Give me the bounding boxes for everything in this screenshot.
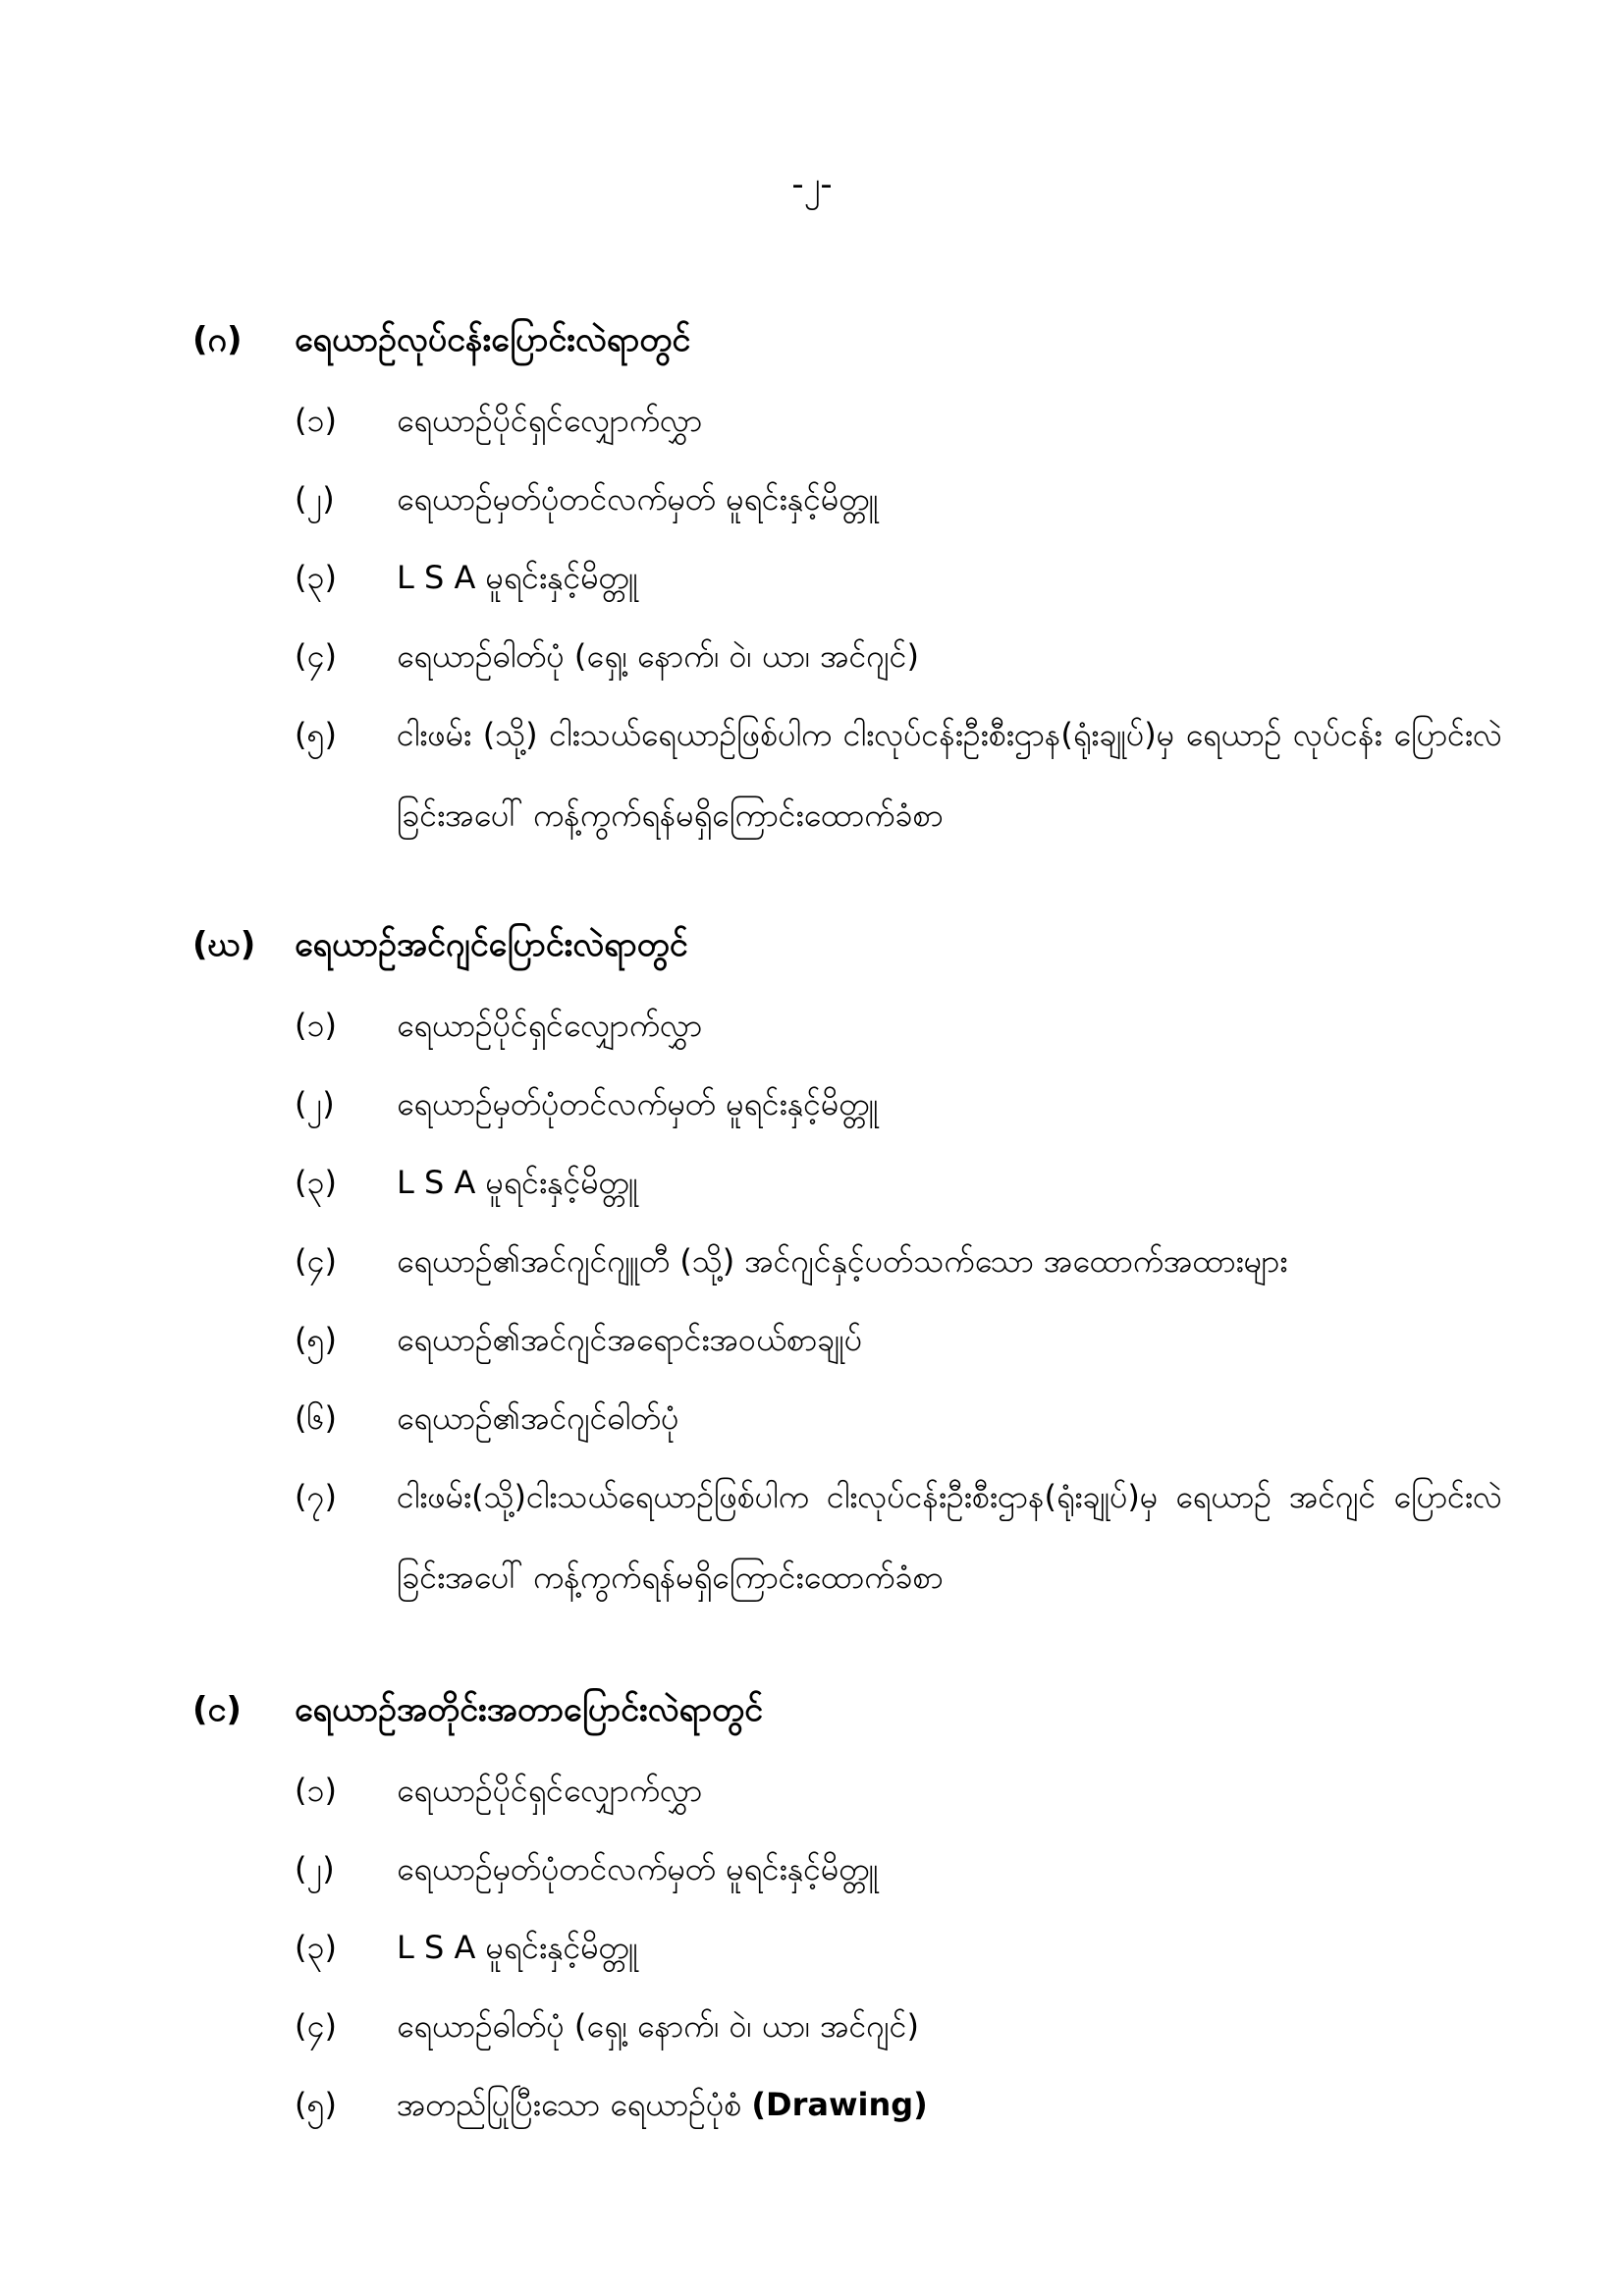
item-text: ရေယာဉ်ပိုင်ရှင်လျှောက်လွှာ	[397, 1772, 703, 1809]
item-number: (၆)	[295, 1399, 337, 1437]
item-text: ငါးဖမ်း(သို့)ငါးသယ်ရေယာဉ်ဖြစ်ပါက ငါးလုပ်ငန်းဦးစီးဌာန(ရုံးချုပ်)မှ ရေယာဉ် အင်ဂျင် ပြောင်းလဲခြင်းအပေါ် ကန့်ကွက်ရန်မရှိကြောင်းထောက်ခံစာ	[397, 1478, 1502, 1596]
section-title: ရေယာဉ်အင်ဂျင်ပြောင်းလဲရာတွင်	[295, 924, 688, 964]
section-marker: (ဃ)	[192, 924, 256, 964]
item-text: ငါးဖမ်း (သို့) ငါးသယ်ရေယာဉ်ဖြစ်ပါက ငါးလုပ်ငန်းဦးစီးဌာန(ရုံးချုပ်)မှ ရေယာဉ် လုပ်ငန်း ပြောင်းလဲခြင်းအပေါ် ကန့်ကွက်ရန်မရှိကြောင်းထောက်ခံစာ	[397, 716, 1502, 834]
item-text: ရေယာဉ်မှတ်ပုံတင်လက်မှတ် မူရင်းနှင့်မိတ္တူ	[397, 1850, 879, 1887]
item-text: ရေယာဉ်၏အင်ဂျင်ဂျူတီ (သို့) အင်ဂျင်နှင့်ပတ်သက်သော အထောက်အထားများ	[397, 1242, 1288, 1280]
section-heading	[192, 917, 688, 976]
item-number: (၄)	[295, 637, 337, 675]
item-text: ရေယာဉ်ဓါတ်ပုံ (ရှေ့၊ နောက်၊ ဝဲ၊ ယာ၊ အင်ဂျင်)	[397, 637, 919, 675]
item-text: L S A မူရင်းနှင့်မိတ္တူ	[397, 559, 639, 596]
item-text: ရေယာဉ်ဓါတ်ပုံ (ရှေ့၊ နောက်၊ ဝဲ၊ ယာ၊ အင်ဂျင်)	[397, 2007, 919, 2045]
item-number: (၁)	[295, 402, 337, 439]
item-number: (၁)	[295, 1007, 337, 1044]
item-text: ရေယာဉ်ပိုင်ရှင်လျှောက်လွှာ	[397, 1007, 703, 1044]
section-marker: (င)	[192, 1689, 242, 1729]
item-text: ရေယာဉ်မှတ်ပုံတင်လက်မှတ် မူရင်းနှင့်မိတ္တူ	[397, 480, 879, 518]
item-text: ရေယာဉ်၏အင်ဂျင်အရောင်းအဝယ်စာချုပ်	[397, 1321, 863, 1358]
item-text-bold: (Drawing)	[751, 2086, 928, 2123]
item-number: (၅)	[295, 1321, 337, 1358]
section-title: ရေယာဉ်လုပ်ငန်းပြောင်းလဲရာတွင်	[295, 319, 691, 359]
item-number: (၂)	[295, 480, 335, 518]
item-text: L S A မူရင်းနှင့်မိတ္တူ	[397, 1164, 639, 1201]
section-title: ရေယာဉ်အတိုင်းအတာပြောင်းလဲရာတွင်	[295, 1689, 763, 1729]
item-number: (၂)	[295, 1085, 335, 1122]
item-number: (၁)	[295, 1772, 337, 1809]
section-marker: (ဂ)	[192, 319, 243, 359]
page-number: -၂-	[791, 165, 833, 204]
item-text: ရေယာဉ်၏အင်ဂျင်ဓါတ်ပုံ	[397, 1399, 679, 1437]
item-number: (၇)	[295, 1478, 337, 1515]
item-text: ရေယာဉ်မှတ်ပုံတင်လက်မှတ် မူရင်းနှင့်မိတ္တူ	[397, 1085, 879, 1122]
item-number: (၂)	[295, 1850, 335, 1887]
section-heading	[192, 312, 690, 371]
item-number: (၃)	[295, 1164, 337, 1201]
item-number: (၃)	[295, 559, 337, 596]
item-text	[397, 2075, 1502, 2134]
item-number: (၅)	[295, 716, 337, 753]
item-number: (၅)	[295, 2086, 337, 2123]
section-heading	[192, 1682, 763, 1741]
item-text: ရေယာဉ်ပိုင်ရှင်လျှောက်လွှာ	[397, 402, 703, 439]
item-number: (၃)	[295, 1929, 337, 1966]
item-text: L S A မူရင်းနှင့်မိတ္တူ	[397, 1929, 639, 1966]
item-number: (၄)	[295, 2007, 337, 2045]
item-number: (၄)	[295, 1242, 337, 1280]
item-text-main: အတည်ပြုပြီးသော ရေယာဉ်ပုံစံ	[397, 2086, 742, 2123]
